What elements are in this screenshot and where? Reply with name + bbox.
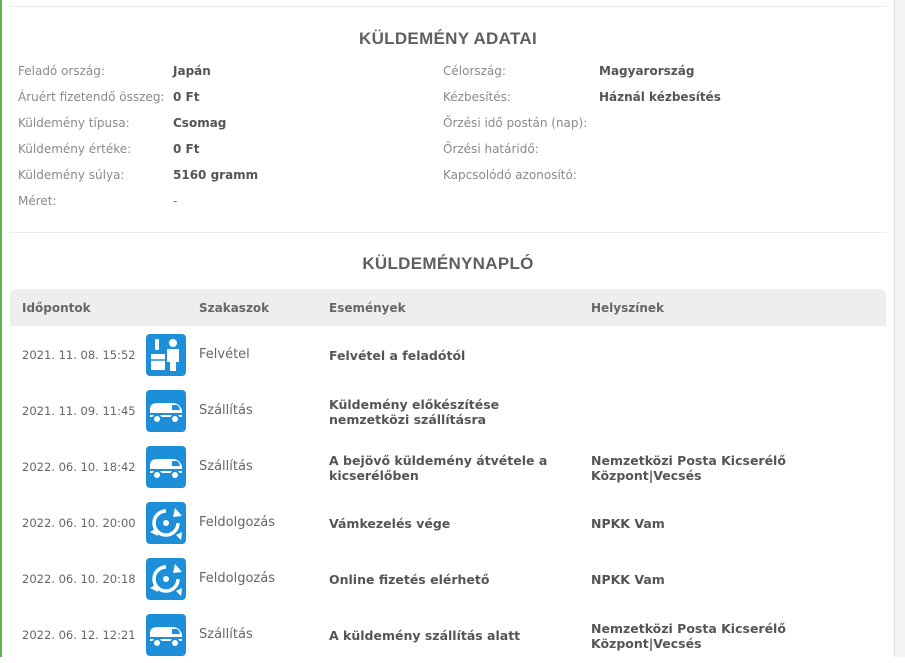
truck-icon — [146, 390, 186, 432]
shipment-type-label: Küldemény típusa: — [18, 116, 130, 130]
shipment-details — [18, 64, 878, 220]
shipment-value-value: 0 Ft — [173, 142, 200, 156]
row-stage: Feldolgozás — [199, 571, 275, 586]
detail-row — [18, 142, 878, 168]
left-accent-border — [0, 0, 2, 657]
retention-deadline-label: Őrzési határidő: — [443, 142, 539, 156]
row-time: 2022. 06. 10. 20:18 — [22, 572, 136, 586]
related-id-label: Kapcsolódó azonosító: — [443, 168, 577, 182]
row-place: NPKK Vam — [591, 572, 665, 587]
retention-days-label: Őrzési idő postán (nap): — [443, 116, 588, 130]
row-stage: Szállítás — [199, 403, 253, 418]
row-time: 2022. 06. 10. 20:00 — [22, 516, 136, 530]
log-table-header — [10, 289, 886, 326]
row-stage: Szállítás — [199, 627, 253, 642]
table-row — [10, 495, 886, 551]
size-label: Méret: — [18, 194, 57, 208]
cod-amount-value: 0 Ft — [173, 90, 200, 104]
destination-country-value: Magyarország — [599, 64, 695, 78]
table-row — [10, 327, 886, 383]
row-time: 2021. 11. 09. 11:45 — [22, 404, 136, 418]
table-row — [10, 439, 886, 495]
header-stage: Szakaszok — [199, 301, 270, 315]
shipment-weight-value: 5160 gramm — [173, 168, 259, 182]
size-value: - — [173, 194, 178, 208]
truck-icon — [146, 614, 186, 656]
row-time: 2022. 06. 10. 18:42 — [22, 460, 136, 474]
sender-country-value: Japán — [173, 64, 211, 78]
row-event: Online fizetés elérhető — [329, 572, 490, 587]
details-title: KÜLDEMÉNY ADATAI — [359, 29, 537, 48]
row-stage: Felvétel — [199, 347, 250, 362]
row-event: A bejövő küldemény átvétele a kicserélőben — [329, 453, 548, 483]
header-time: Időpontok — [22, 301, 91, 315]
processing-icon — [146, 558, 186, 600]
row-time: 2021. 11. 08. 15:52 — [22, 348, 136, 362]
row-place: Nemzetközi Posta Kicserélő Központ|Vecsés — [591, 621, 786, 651]
sender-country-label: Feladó ország: — [18, 64, 105, 78]
destination-country-label: Célország: — [443, 64, 506, 78]
table-row — [10, 607, 886, 663]
cod-amount-label: Áruért fizetendő összeg: — [18, 90, 165, 104]
truck-icon — [146, 446, 186, 488]
delivery-label: Kézbesítés: — [443, 90, 511, 104]
row-place: NPKK Vam — [591, 516, 665, 531]
delivery-value: Háznál kézbesítés — [599, 90, 721, 104]
header-event: Események — [329, 301, 406, 315]
processing-icon — [146, 502, 186, 544]
header-place: Helyszínek — [591, 301, 665, 315]
row-event: Felvétel a feladótól — [329, 348, 466, 363]
log-table-body — [10, 327, 886, 663]
scrollbar-track[interactable] — [894, 0, 905, 657]
row-event: A küldemény szállítás alatt — [329, 628, 521, 643]
row-time: 2022. 06. 12. 12:21 — [22, 628, 136, 642]
shipment-type-value: Csomag — [173, 116, 227, 130]
top-divider — [10, 6, 886, 7]
pickup-icon — [146, 334, 186, 376]
detail-row — [18, 168, 878, 194]
row-stage: Szállítás — [199, 459, 253, 474]
detail-row — [18, 194, 878, 220]
table-row — [10, 383, 886, 439]
detail-row — [18, 64, 878, 90]
row-event: Vámkezelés vége — [329, 516, 451, 531]
row-place: Nemzetközi Posta Kicserélő Központ|Vecsés — [591, 453, 786, 483]
table-row — [10, 551, 886, 607]
detail-row — [18, 116, 878, 142]
row-event: Küldemény előkészítése nemzetközi szállításra — [329, 397, 500, 427]
section-divider — [10, 232, 886, 233]
shipment-value-label: Küldemény értéke: — [18, 142, 132, 156]
row-stage: Feldolgozás — [199, 515, 275, 530]
shipment-weight-label: Küldemény súlya: — [18, 168, 125, 182]
log-title: KÜLDEMÉNYNAPLÓ — [362, 254, 534, 273]
detail-row — [18, 90, 878, 116]
